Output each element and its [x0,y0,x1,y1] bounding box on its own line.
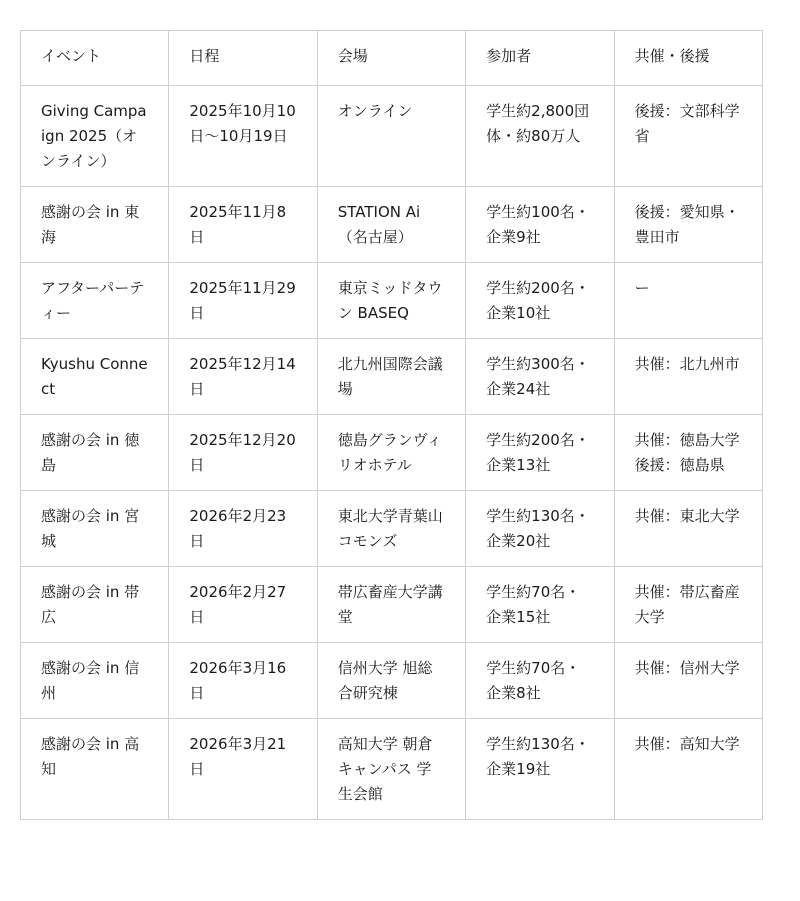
cell-participants: 学生約100名・企業9社 [466,187,614,263]
cell-support: 共催：帯広畜産大学 [614,567,762,643]
cell-support: 共催：東北大学 [614,491,762,567]
cell-date: 2026年3月21日 [169,719,317,820]
cell-event: 感謝の会 in 東海 [21,187,169,263]
cell-date: 2026年3月16日 [169,643,317,719]
cell-support: ー [614,263,762,339]
cell-support: 後援：文部科学省 [614,86,762,187]
cell-participants: 学生約70名・企業8社 [466,643,614,719]
cell-participants: 学生約2,800団体・約80万人 [466,86,614,187]
cell-venue: STATION Ai（名古屋） [317,187,465,263]
table-row [21,339,763,415]
cell-support: 共催：徳島大学 後援：徳島県 [614,415,762,491]
cell-participants: 学生約70名・企業15社 [466,567,614,643]
table-row [21,187,763,263]
cell-event: Giving Campaign 2025（オンライン） [21,86,169,187]
cell-date: 2025年11月8日 [169,187,317,263]
cell-venue: 北九州国際会議場 [317,339,465,415]
table-header [21,31,763,86]
cell-date: 2025年10月10日〜10月19日 [169,86,317,187]
header-venue: 会場 [317,31,465,86]
cell-support: 後援：愛知県・豊田市 [614,187,762,263]
table-row [21,491,763,567]
header-participants: 参加者 [466,31,614,86]
cell-date: 2026年2月27日 [169,567,317,643]
cell-date: 2025年12月14日 [169,339,317,415]
header-event: イベント [21,31,169,86]
header-date: 日程 [169,31,317,86]
cell-event: Kyushu Connect [21,339,169,415]
cell-date: 2025年12月20日 [169,415,317,491]
cell-event: 感謝の会 in 信州 [21,643,169,719]
cell-venue: 東北大学青葉山コモンズ [317,491,465,567]
cell-event: 感謝の会 in 宮城 [21,491,169,567]
header-support: 共催・後援 [614,31,762,86]
cell-event: 感謝の会 in 高知 [21,719,169,820]
cell-support: 共催：信州大学 [614,643,762,719]
cell-event: アフターパーティー [21,263,169,339]
table-row [21,415,763,491]
cell-participants: 学生約300名・企業24社 [466,339,614,415]
events-table [20,30,763,820]
cell-event: 感謝の会 in 徳島 [21,415,169,491]
cell-venue: 東京ミッドタウン BASEQ [317,263,465,339]
cell-venue: 徳島グランヴィリオホテル [317,415,465,491]
table-row [21,567,763,643]
cell-date: 2025年11月29日 [169,263,317,339]
cell-event: 感謝の会 in 帯広 [21,567,169,643]
table-row [21,86,763,187]
cell-venue: オンライン [317,86,465,187]
header-row [21,31,763,86]
cell-participants: 学生約130名・企業20社 [466,491,614,567]
cell-support: 共催：北九州市 [614,339,762,415]
table-row [21,643,763,719]
cell-participants: 学生約200名・企業10社 [466,263,614,339]
cell-support: 共催：高知大学 [614,719,762,820]
cell-venue: 信州大学 旭総合研究棟 [317,643,465,719]
table-row [21,263,763,339]
cell-date: 2026年2月23日 [169,491,317,567]
cell-venue: 高知大学 朝倉キャンパス 学生会館 [317,719,465,820]
table-row [21,719,763,820]
table-body [21,86,763,820]
cell-participants: 学生約130名・企業19社 [466,719,614,820]
cell-participants: 学生約200名・企業13社 [466,415,614,491]
cell-venue: 帯広畜産大学講堂 [317,567,465,643]
